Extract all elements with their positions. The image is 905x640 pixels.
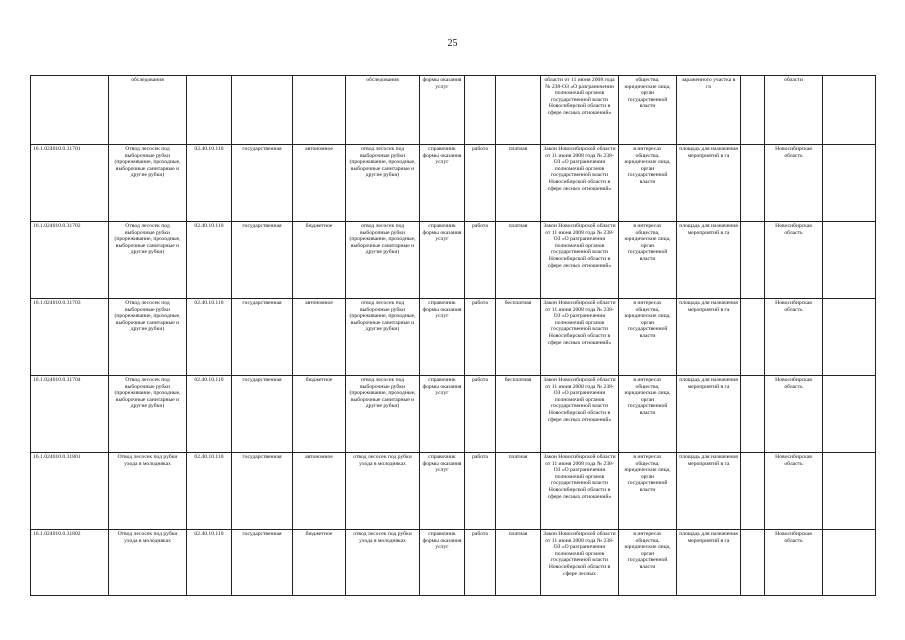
cell-kind: работа (465, 453, 496, 530)
cell-empty (823, 453, 876, 530)
cell-kind: работа (465, 222, 496, 299)
cell-region: Новосибирская область (765, 376, 823, 453)
cell-content: отвод лесосек под выборочные рубки (прореживание, проходные, выборочные санитарные и другие рубки) (346, 222, 420, 299)
table-row (31, 299, 876, 376)
cell-empty (741, 453, 765, 530)
cell-form: справочник формы оказания услуг (420, 376, 465, 453)
cell-legal-basis: Закон Новосибирской области от 11 июня 2008 года № 238-ОЗ «О разграничении полномочий органов государственной власти Новосибирской области в сфере лесных отношений» (541, 299, 619, 376)
cell-owner: государственная (232, 222, 293, 299)
cell-legal-basis: Закон Новосибирской области от 11 июня 2008 года № 238-ОЗ «О разграничении полномочий органов государственной власти Новосибирской области в сфере лесных (541, 530, 619, 596)
cell-empty (823, 222, 876, 299)
cell-okved: 02.40.10.110 (187, 299, 232, 376)
cell-payment: платная (496, 453, 541, 530)
cell-consumers: в интересах общества, юридические лица, орган государственной власти (619, 530, 677, 596)
cell-owner: государственная (232, 530, 293, 596)
table-row (31, 145, 876, 222)
table-row (31, 530, 876, 596)
table-row (31, 222, 876, 299)
cell-content: отвод лесосек под рубки ухода в молодняках (346, 453, 420, 530)
cell-payment: бесплатная (496, 299, 541, 376)
cell-owner: государственная (232, 299, 293, 376)
cell-indicator: площадь для назначения мероприятий в га (677, 222, 741, 299)
cell-consumers: в интересах общества, юридические лица, орган государственной власти (619, 376, 677, 453)
cell-okved: 02.40.10.110 (187, 530, 232, 596)
cell-region: Новосибирская область (765, 222, 823, 299)
cell-content: обследования (346, 76, 420, 145)
cell-empty (741, 76, 765, 145)
cell-indicator: площадь для назначения мероприятий в га (677, 376, 741, 453)
cell-indicator: площадь для назначения мероприятий в га (677, 453, 741, 530)
cell-region: Новосибирская область (765, 453, 823, 530)
cell-okved: 02.40.10.110 (187, 145, 232, 222)
cell-okved: 02.40.10.110 (187, 222, 232, 299)
cell-content: отвод лесосек под выборочные рубки (прореживание, проходные, выборочные санитарные и другие рубки) (346, 145, 420, 222)
cell-empty (823, 530, 876, 596)
cell-empty (741, 376, 765, 453)
cell-service-name: Отвод лесосек под выборочные рубки (прореживание, проходные, выборочные санитарные и другие рубки) (109, 145, 187, 222)
cell-okved (187, 76, 232, 145)
cell-empty (741, 145, 765, 222)
cell-legal-basis: Закон Новосибирской области от 11 июня 2008 года № 238-ОЗ «О разграничении полномочий органов государственной власти Новосибирской области в сфере лесных отношений» (541, 376, 619, 453)
table-row (31, 376, 876, 453)
cell-owner: государственная (232, 453, 293, 530)
cell-indicator: площадь для назначения мероприятий в га (677, 145, 741, 222)
cell-owner: государственная (232, 376, 293, 453)
cell-service-name: Отвод лесосек под выборочные рубки (прореживание, проходные, выборочные санитарные и другие рубки) (109, 222, 187, 299)
cell-empty (741, 222, 765, 299)
cell-empty (823, 299, 876, 376)
cell-kind (465, 76, 496, 145)
cell-institution-type: бюджетное (293, 376, 346, 453)
cell-kind: работа (465, 299, 496, 376)
cell-kind: работа (465, 530, 496, 596)
cell-indicator: площадь для назначения мероприятий в га (677, 299, 741, 376)
cell-service-name: обследования (109, 76, 187, 145)
cell-institution-type: бюджетное (293, 530, 346, 596)
services-registry-table (30, 75, 876, 596)
cell-empty (823, 145, 876, 222)
cell-kind: работа (465, 145, 496, 222)
cell-region: Новосибирская область (765, 145, 823, 222)
page-number: 25 (447, 38, 458, 49)
cell-legal-basis: Закон Новосибирской области от 11 июня 2008 года № 238-ОЗ «О разграничении полномочий органов государственной власти Новосибирской области в сфере лесных отношений» (541, 222, 619, 299)
cell-content: отвод лесосек под выборочные рубки (прореживание, проходные, выборочные санитарные и другие рубки) (346, 299, 420, 376)
cell-code: 16.1.024010.0.31701 (31, 145, 109, 222)
cell-code: 16.1.024010.0.31704 (31, 376, 109, 453)
cell-owner (232, 76, 293, 145)
cell-code (31, 76, 109, 145)
cell-empty (741, 530, 765, 596)
cell-payment (496, 76, 541, 145)
cell-form: справочник формы оказания услуг (420, 530, 465, 596)
cell-payment: платная (496, 145, 541, 222)
cell-owner: государственная (232, 145, 293, 222)
cell-form: справочник формы оказания услуг (420, 453, 465, 530)
cell-payment: платная (496, 530, 541, 596)
cell-form: справочник формы оказания услуг (420, 145, 465, 222)
cell-content: отвод лесосек под выборочные рубки (прореживание, проходные, выборочные санитарные и другие рубки) (346, 376, 420, 453)
cell-okved: 02.40.10.110 (187, 376, 232, 453)
cell-consumers: в интересах общества, юридические лица, орган государственной власти (619, 299, 677, 376)
cell-empty (823, 376, 876, 453)
cell-empty (741, 299, 765, 376)
cell-service-name: Отвод лесосек под выборочные рубки (прореживание, проходные, выборочные санитарные и другие рубки) (109, 299, 187, 376)
cell-service-name: Отвод лесосек под рубки ухода в молодняках (109, 453, 187, 530)
cell-code: 16.1.024010.0.31802 (31, 530, 109, 596)
cell-form: справочник формы оказания услуг (420, 299, 465, 376)
cell-service-name: Отвод лесосек под выборочные рубки (прореживание, проходные, выборочные санитарные и другие рубки) (109, 376, 187, 453)
cell-region: Новосибирская область (765, 530, 823, 596)
cell-legal-basis: области от 11 июня 2008 года № 238-ОЗ «О разграничении полномочий органов государственной власти Новосибирской области в сфере лесных отношений» (541, 76, 619, 145)
cell-consumers: в интересах общества, юридические лица, орган государственной власти (619, 145, 677, 222)
cell-legal-basis: Закон Новосибирской области от 11 июня 2008 года № 238-ОЗ «О разграничении полномочий органов государственной власти Новосибирской области в сфере лесных отношений» (541, 453, 619, 530)
cell-form: формы оказания услуг (420, 76, 465, 145)
cell-code: 16.1.024010.0.31702 (31, 222, 109, 299)
cell-institution-type (293, 76, 346, 145)
cell-okved: 02.40.10.110 (187, 453, 232, 530)
cell-payment: платная (496, 222, 541, 299)
table-row (31, 453, 876, 530)
cell-consumers: в интересах общества, юридические лица, орган государственной власти (619, 222, 677, 299)
cell-content: отвод лесосек под рубки ухода в молодняках (346, 530, 420, 596)
cell-indicator: площадь для назначения мероприятий в га (677, 530, 741, 596)
cell-form: справочник формы оказания услуг (420, 222, 465, 299)
cell-region: области (765, 76, 823, 145)
cell-legal-basis: Закон Новосибирской области от 11 июня 2008 года № 238-ОЗ «О разграничении полномочий органов государственной власти Новосибирской области в сфере лесных отношений» (541, 145, 619, 222)
cell-consumers: в интересах общества, юридические лица, орган государственной власти (619, 453, 677, 530)
cell-code: 16.1.024010.0.31801 (31, 453, 109, 530)
cell-institution-type: автономное (293, 453, 346, 530)
cell-code: 16.1.024010.0.31703 (31, 299, 109, 376)
cell-indicator: зараженного участка в га (677, 76, 741, 145)
cell-institution-type: автономное (293, 299, 346, 376)
cell-empty (823, 76, 876, 145)
cell-kind: работа (465, 376, 496, 453)
cell-service-name: Отвод лесосек под рубки ухода в молодняках (109, 530, 187, 596)
cell-institution-type: бюджетное (293, 222, 346, 299)
table-row-continuation (31, 76, 876, 145)
cell-institution-type: автономное (293, 145, 346, 222)
cell-region: Новосибирская область (765, 299, 823, 376)
cell-consumers: общества, юридические лица, орган государственной власти (619, 76, 677, 145)
cell-payment: бесплатная (496, 376, 541, 453)
